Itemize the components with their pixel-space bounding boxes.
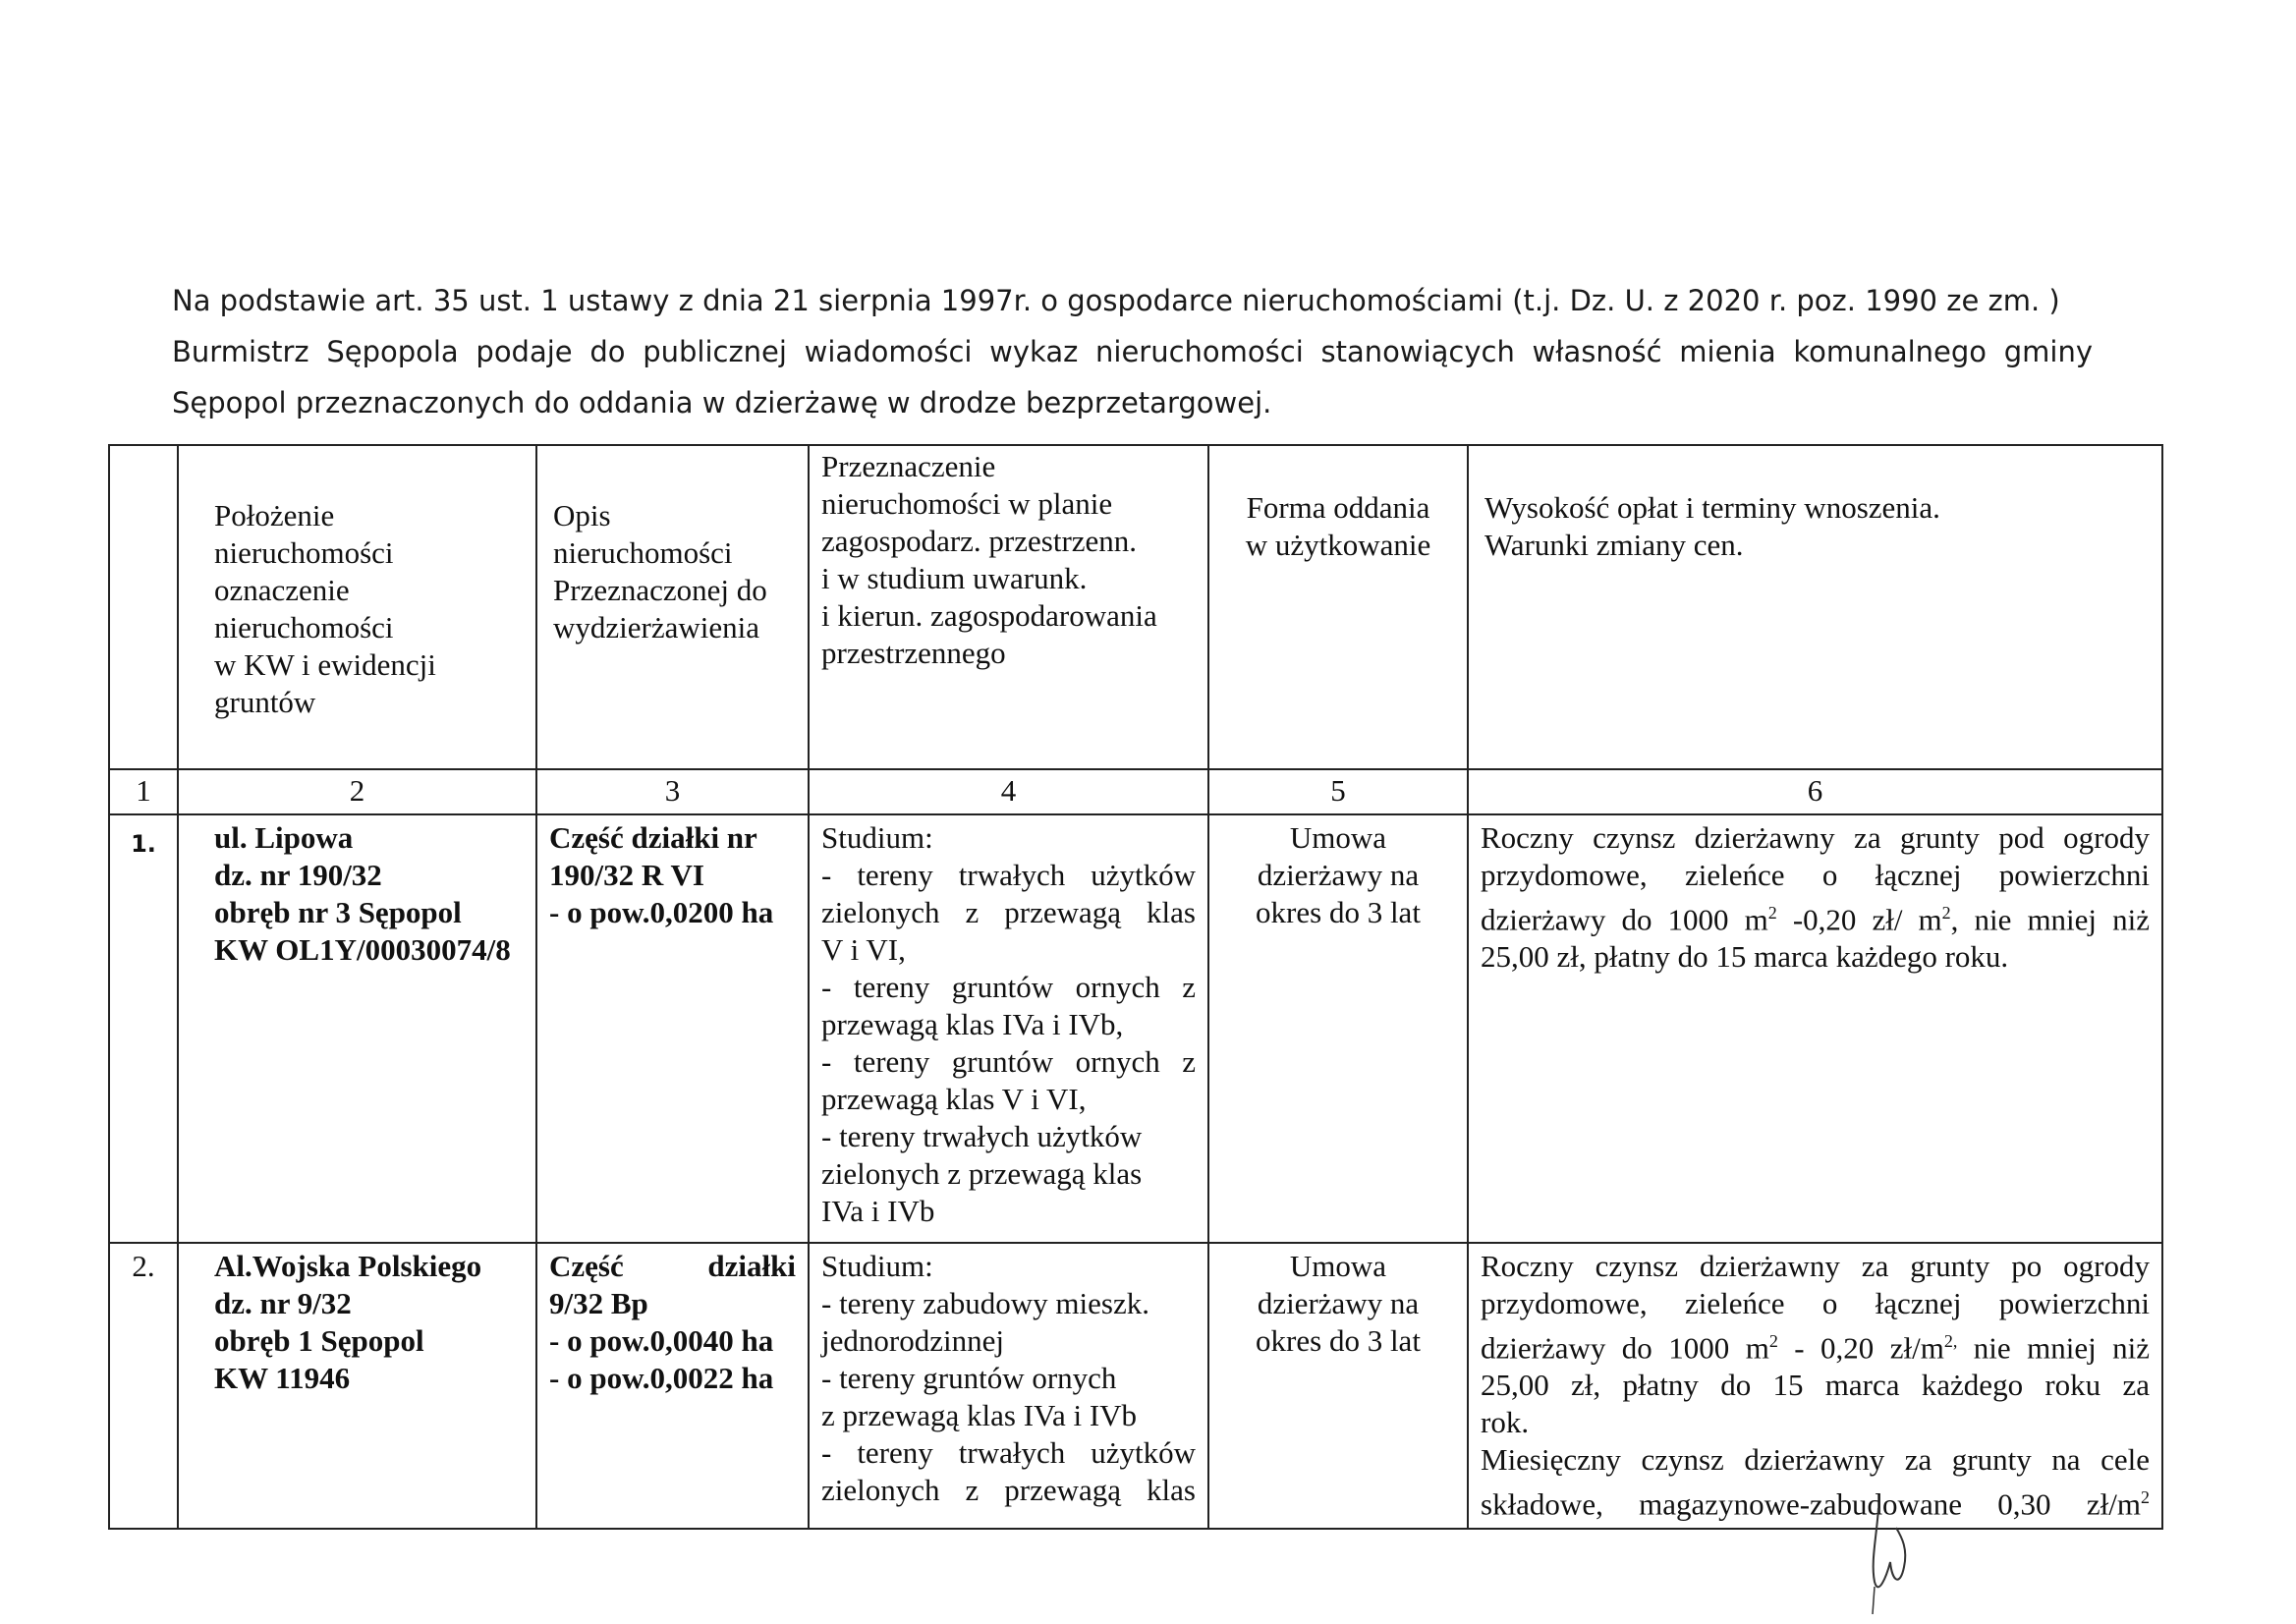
row-number: 1. [109,814,178,1243]
header-text: Położenie [214,498,335,532]
superscript: 2 [2141,1487,2150,1508]
header-text: Przeznaczenie [821,449,996,483]
row-fees [1468,1243,2162,1529]
header-text: przestrzennego [821,636,1006,670]
location-line: Al.Wojska Polskiego [214,1249,482,1283]
description-text: Część [549,1249,624,1283]
description-line: 190/32 R VI [549,858,704,892]
purpose-line: przewagą klas V i VI, [821,1082,1087,1116]
header-text: Warunki zmiany cen. [1484,528,1744,562]
purpose-line: Studium: [821,1249,933,1283]
purpose-line: - tereny gruntów ornych z [821,970,1196,1004]
location-line: KW 11946 [214,1361,351,1395]
header-text: oznaczenie [214,573,350,607]
purpose-line: - tereny trwałych użytków [821,1119,1143,1153]
fees-line: Miesięczny czynsz dzierżawny za grunty na cele [1481,1442,2150,1478]
fees-text: , nie mniej niż [1950,902,2150,937]
fees-line: 25,00 zł, płatny do 15 marca każdego roku. [1481,939,2009,975]
row-purpose [809,814,1208,1243]
location-line: obręb 1 Sępopol [214,1323,424,1358]
row-description [536,814,809,1243]
header-cell-purpose [809,445,1208,769]
superscript: 2 [1768,1331,1778,1351]
header-cell-location [178,445,536,769]
row-fees [1468,814,2162,1243]
column-number: 5 [1208,769,1468,814]
intro-line-3: Sępopol przeznaczonych do oddania w dzierżawę w drodze bezprzetargowej. [172,386,1272,420]
superscript: 2 [1941,903,1951,923]
header-cell-description [536,445,809,769]
header-text: Wysokość opłat i terminy wnoszenia. [1484,490,1940,525]
signature-initials [1857,1488,1926,1616]
fees-text: -0,20 zł/ m [1776,902,1942,937]
header-text: zagospodarz. przestrzenn. [821,524,1138,558]
fees-line: 25,00 zł, płatny do 15 marca każdego roku za [1481,1368,2150,1403]
fees-text: składowe, magazynowe-zabudowane 0,30 zł/m [1481,1486,2141,1522]
row-description [536,1243,809,1529]
form-line: dzierżawy na [1257,1286,1420,1320]
fees-line: Roczny czynsz dzierżawny za grunty po ogrody [1481,1249,2150,1283]
header-text: nieruchomości [553,535,733,570]
purpose-line: - tereny gruntów ornych z [821,1044,1196,1079]
location-line: dz. nr 9/32 [214,1286,352,1320]
intro-text [172,275,2093,428]
header-cell-form [1208,445,1468,769]
header-text: Przeznaczonej do [553,573,767,607]
header-cell-fees [1468,445,2162,769]
purpose-line: - tereny gruntów ornych [821,1361,1117,1395]
form-line: okres do 3 lat [1256,895,1421,929]
fees-line: Roczny czynsz dzierżawny za grunty pod ogrody [1481,820,2150,855]
form-line: dzierżawy na [1257,858,1420,892]
purpose-line: - tereny trwałych użytków [821,858,1196,892]
description-line: - o pow.0,0022 ha [549,1361,774,1395]
table-header-row [109,445,2162,769]
intro-line-1: Na podstawie art. 35 ust. 1 ustawy z dnia 21 sierpnia 1997r. o gospodarce nieruchomościami (t.j. Dz. U. z 2020 r. poz. 1990 ze zm. ) [172,284,2060,317]
row-number: 2. [109,1243,178,1529]
description-line [549,1248,796,1285]
description-line: 9/32 Bp [549,1286,648,1320]
column-number: 4 [809,769,1208,814]
purpose-line: - tereny trwałych użytków [821,1435,1196,1470]
purpose-line: przewagą klas IVa i IVb, [821,1007,1124,1041]
purpose-line: Studium: [821,820,933,855]
table-row [109,1243,2162,1529]
purpose-line: - tereny zabudowy mieszk. [821,1286,1149,1320]
purpose-line: z przewagą klas IVa i IVb [821,1398,1138,1432]
superscript: 2 [1767,903,1777,923]
purpose-line: V i VI, [821,932,906,967]
purpose-line: zielonych z przewagą klas [821,1473,1196,1507]
fees-line [1481,1322,2150,1367]
description-line: Część działki nr [549,820,757,855]
column-number: 6 [1468,769,2162,814]
column-number: 2 [178,769,536,814]
row-location [178,1243,536,1529]
fees-line: przydomowe, zieleńce o łącznej powierzchni [1481,1286,2150,1320]
purpose-line: zielonych z przewagą klas [821,895,1196,929]
header-text: i kierun. zagospodarowania [821,598,1157,633]
fees-line: przydomowe, zieleńce o łącznej powierzchni [1481,858,2150,892]
fees-text: - 0,20 zł/m [1777,1330,1944,1366]
fees-line [1481,894,2150,938]
location-line: KW OL1Y/00030074/8 [214,932,511,967]
form-line: okres do 3 lat [1256,1323,1421,1358]
header-text: w KW i ewidencji [214,647,436,682]
description-line: - o pow.0,0200 ha [549,895,774,929]
header-text: wydzierżawienia [553,610,759,644]
property-list-table [108,444,2163,1530]
fees-line: rok. [1481,1405,1530,1440]
header-text: Opis [553,498,611,532]
location-line: obręb nr 3 Sępopol [214,895,462,929]
fees-text: nie mniej niż [1957,1330,2151,1366]
form-line: Umowa [1289,820,1387,855]
row-location [178,814,536,1243]
location-line: ul. Lipowa [214,820,354,855]
row-form [1208,1243,1468,1529]
row-purpose [809,1243,1208,1529]
header-text: nieruchomości [214,535,394,570]
column-number-row [109,769,2162,814]
purpose-line: IVa i IVb [821,1194,935,1228]
purpose-line: zielonych z przewagą klas [821,1156,1143,1191]
header-text: Forma oddania [1246,490,1430,525]
column-number: 3 [536,769,809,814]
header-text: i w studium uwarunk. [821,561,1088,595]
location-line: dz. nr 190/32 [214,858,382,892]
header-text: nieruchomości w planie [821,486,1113,521]
fees-text: dzierżawy do 1000 m [1481,902,1768,937]
header-text: nieruchomości [214,610,394,644]
description-text: działki [707,1249,796,1283]
form-line: Umowa [1289,1249,1387,1283]
superscript: 2, [1943,1331,1958,1351]
table-row [109,814,2162,1243]
column-number: 1 [109,769,178,814]
header-text: w użytkowanie [1245,528,1431,562]
description-line: - o pow.0,0040 ha [549,1323,774,1358]
header-text: gruntów [214,685,316,719]
purpose-line: jednorodzinnej [821,1323,1004,1358]
intro-line-2: Burmistrz Sępopola podaje do publicznej wiadomości wykaz nieruchomości stanowiących własność mienia komunalnego gminy [172,335,2093,368]
fees-text: dzierżawy do 1000 m [1481,1330,1769,1366]
row-form [1208,814,1468,1243]
header-cell-lp [109,445,178,769]
fees-line [1481,1479,2150,1523]
